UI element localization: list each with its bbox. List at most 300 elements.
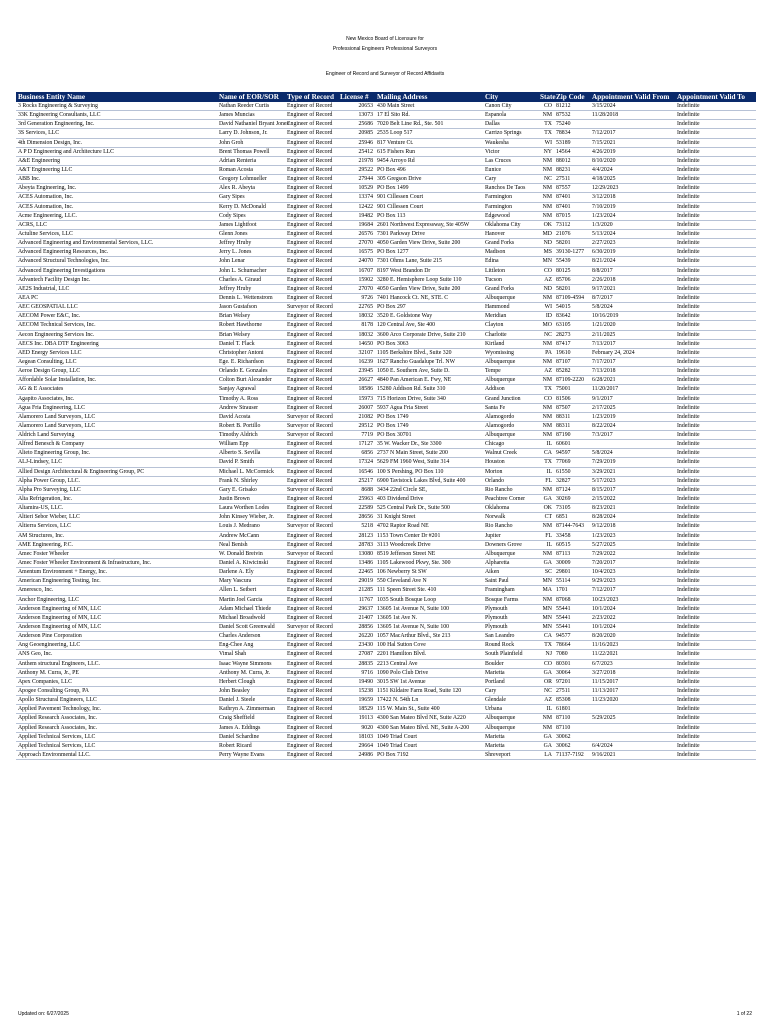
cell-business-entity: Agua Fria Engineering, LLC bbox=[16, 403, 217, 412]
cell-valid-from bbox=[590, 120, 675, 129]
col-valid-from[interactable]: Appointment Valid From bbox=[590, 92, 675, 102]
cell-eor-sor-name: Charles A. Giraud bbox=[217, 275, 285, 284]
cell-license: 26627 bbox=[338, 376, 375, 385]
cell-eor-sor-name: Ege. E. Richardson bbox=[217, 357, 285, 366]
table-row bbox=[16, 165, 756, 174]
cell-state: MA bbox=[538, 586, 554, 595]
cell-business-entity: Alamorero Land Surveyors, LLC bbox=[16, 412, 217, 421]
cell-mailing-address: PO Box 1277 bbox=[375, 248, 483, 257]
cell-eor-sor-name: Justin Brown bbox=[217, 495, 285, 504]
cell-zip: 87190 bbox=[554, 431, 590, 440]
cell-business-entity: AM Structures, Inc. bbox=[16, 531, 217, 540]
cell-state: IL bbox=[538, 467, 554, 476]
cell-business-entity: Ang Geoengineering, LLC bbox=[16, 641, 217, 650]
cell-eor-sor-name: John Lenar bbox=[217, 257, 285, 266]
table-row bbox=[16, 367, 756, 376]
cell-type-of-record: Engineer of Record bbox=[285, 202, 338, 211]
cell-valid-to: Indefinite bbox=[675, 595, 756, 604]
cell-type-of-record: Engineer of Record bbox=[285, 458, 338, 467]
cell-mailing-address: 1049 Triad Court bbox=[375, 732, 483, 741]
cell-eor-sor-name: Christopher Antoni bbox=[217, 348, 285, 357]
cell-valid-from bbox=[590, 732, 675, 741]
cell-valid-from: 5/17/2023 bbox=[590, 476, 675, 485]
cell-valid-to: Indefinite bbox=[675, 385, 756, 394]
cell-type-of-record: Engineer of Record bbox=[285, 293, 338, 302]
cell-valid-to: Indefinite bbox=[675, 586, 756, 595]
cell-valid-to: Indefinite bbox=[675, 376, 756, 385]
cell-mailing-address: PO Box 7192 bbox=[375, 750, 483, 759]
cell-valid-from: 2/17/2025 bbox=[590, 403, 675, 412]
cell-city: Grand Forks bbox=[483, 284, 538, 293]
table-row bbox=[16, 504, 756, 513]
cell-mailing-address: PO Box 1749 bbox=[375, 421, 483, 430]
cell-license: 19113 bbox=[338, 714, 375, 723]
table-row bbox=[16, 284, 756, 293]
cell-valid-from: 2/11/2025 bbox=[590, 330, 675, 339]
cell-valid-to: Indefinite bbox=[675, 339, 756, 348]
cell-valid-from: 6/30/2019 bbox=[590, 248, 675, 257]
cell-city: Albuquerque bbox=[483, 723, 538, 732]
cell-valid-to: Indefinite bbox=[675, 403, 756, 412]
cell-mailing-address: 1090 Polo Club Drive bbox=[375, 668, 483, 677]
cell-zip: 85706 bbox=[554, 275, 590, 284]
cell-mailing-address: 1057 MacArthur Blvd., Ste 213 bbox=[375, 632, 483, 641]
cell-city: Hammond bbox=[483, 303, 538, 312]
cell-valid-from: 5/13/2024 bbox=[590, 229, 675, 238]
cell-zip: 83642 bbox=[554, 312, 590, 321]
cell-valid-from: 3/27/2018 bbox=[590, 668, 675, 677]
cell-zip: 19610 bbox=[554, 348, 590, 357]
table-body bbox=[16, 102, 756, 760]
cell-valid-from: 2/15/2022 bbox=[590, 495, 675, 504]
cell-business-entity: AECS Inc. DBA DTF Engineering bbox=[16, 339, 217, 348]
cell-state: AZ bbox=[538, 696, 554, 705]
table-row bbox=[16, 613, 756, 622]
cell-type-of-record: Engineer of Record bbox=[285, 220, 338, 229]
cell-mailing-address: 615 Fishers Run bbox=[375, 147, 483, 156]
cell-zip: 28273 bbox=[554, 330, 590, 339]
cell-city: Alpharetta bbox=[483, 559, 538, 568]
cell-valid-to: Indefinite bbox=[675, 632, 756, 641]
cell-license: 7719 bbox=[338, 431, 375, 440]
cell-type-of-record: Surveyor of Record bbox=[285, 421, 338, 430]
cell-eor-sor-name: Gary Sipes bbox=[217, 193, 285, 202]
table-row bbox=[16, 750, 756, 759]
cell-valid-to: Indefinite bbox=[675, 175, 756, 184]
cell-zip: 53189 bbox=[554, 138, 590, 147]
cell-mailing-address: 2201 Hamilton Blvd. bbox=[375, 650, 483, 659]
cell-valid-to: Indefinite bbox=[675, 623, 756, 632]
cell-license: 22589 bbox=[338, 504, 375, 513]
cell-eor-sor-name: Louis J. Medrano bbox=[217, 522, 285, 531]
table-row bbox=[16, 586, 756, 595]
col-type-of-record[interactable]: Type of Record bbox=[285, 92, 338, 102]
cell-mailing-address: 106 Newberry St SW bbox=[375, 568, 483, 577]
cell-eor-sor-name: Brent Thomas Powell bbox=[217, 147, 285, 156]
table-row bbox=[16, 696, 756, 705]
cell-eor-sor-name: Jeffrey Hruby bbox=[217, 239, 285, 248]
cell-valid-from: 8/22/2024 bbox=[590, 421, 675, 430]
cell-type-of-record: Engineer of Record bbox=[285, 156, 338, 165]
cell-state: CO bbox=[538, 102, 554, 111]
cell-city: Oklahoma City bbox=[483, 220, 538, 229]
cell-city: South Plainfield bbox=[483, 650, 538, 659]
cell-license: 9726 bbox=[338, 293, 375, 302]
cell-valid-from: 7/17/2017 bbox=[590, 357, 675, 366]
cell-license: 19659 bbox=[338, 696, 375, 705]
cell-type-of-record: Engineer of Record bbox=[285, 339, 338, 348]
cell-mailing-address: 901 Cillessen Court bbox=[375, 193, 483, 202]
table-row bbox=[16, 440, 756, 449]
cell-state: NM bbox=[538, 723, 554, 732]
cell-business-entity: Apogee Consulting Group, PA bbox=[16, 687, 217, 696]
cell-state: NM bbox=[538, 376, 554, 385]
cell-eor-sor-name: Allen L. Seibert bbox=[217, 586, 285, 595]
cell-city: Marietta bbox=[483, 741, 538, 750]
cell-valid-from bbox=[590, 705, 675, 714]
cell-zip: 63105 bbox=[554, 321, 590, 330]
cell-valid-to: Indefinite bbox=[675, 577, 756, 586]
cell-mailing-address: 7301 Ohms Lane, Suite 215 bbox=[375, 257, 483, 266]
cell-eor-sor-name: Jeffrey Hruby bbox=[217, 284, 285, 293]
page-number: 1 of 22 bbox=[736, 1011, 752, 1017]
cell-license: 13073 bbox=[338, 111, 375, 120]
cell-state: GA bbox=[538, 495, 554, 504]
cell-license: 23945 bbox=[338, 367, 375, 376]
cell-valid-from: 11/13/2017 bbox=[590, 687, 675, 696]
cell-city: Waukesha bbox=[483, 138, 538, 147]
cell-valid-from: 8/20/2020 bbox=[590, 632, 675, 641]
cell-eor-sor-name: Kerry D. McDonald bbox=[217, 202, 285, 211]
cell-type-of-record: Engineer of Record bbox=[285, 284, 338, 293]
cell-state: ND bbox=[538, 239, 554, 248]
cell-business-entity: AEC GEOSPATIAL LLC bbox=[16, 303, 217, 312]
cell-type-of-record: Engineer of Record bbox=[285, 586, 338, 595]
cell-eor-sor-name: Craig Sheffield bbox=[217, 714, 285, 723]
cell-city: Farmington bbox=[483, 193, 538, 202]
cell-business-entity: ACES Automation, Inc. bbox=[16, 202, 217, 211]
cell-valid-to: Indefinite bbox=[675, 613, 756, 622]
cell-city: Jupiter bbox=[483, 531, 538, 540]
cell-zip: 87107 bbox=[554, 357, 590, 366]
cell-eor-sor-name: Timothy A. Ross bbox=[217, 394, 285, 403]
cell-business-entity: Aegean Consulting, LLC bbox=[16, 357, 217, 366]
cell-state: CO bbox=[538, 394, 554, 403]
cell-city: Las Cruces bbox=[483, 156, 538, 165]
table-row bbox=[16, 303, 756, 312]
cell-valid-to: Indefinite bbox=[675, 275, 756, 284]
cell-state: PA bbox=[538, 348, 554, 357]
cell-valid-from: 8/15/2017 bbox=[590, 485, 675, 494]
cell-type-of-record: Surveyor of Record bbox=[285, 303, 338, 312]
cell-valid-from: 7/15/2021 bbox=[590, 138, 675, 147]
table-row bbox=[16, 531, 756, 540]
cell-business-entity: Amec Foster Wheeler bbox=[16, 549, 217, 558]
cell-zip: 29801 bbox=[554, 568, 590, 577]
cell-city: Tempe bbox=[483, 367, 538, 376]
cell-state: NM bbox=[538, 549, 554, 558]
cell-business-entity: AED Energy Services LLC bbox=[16, 348, 217, 357]
cell-business-entity: Apex Companies, LLC bbox=[16, 677, 217, 686]
cell-city: Dallas bbox=[483, 120, 538, 129]
cell-type-of-record: Engineer of Record bbox=[285, 449, 338, 458]
cell-zip: 30064 bbox=[554, 668, 590, 677]
cell-state: NC bbox=[538, 330, 554, 339]
cell-city: Albuquerque bbox=[483, 376, 538, 385]
cell-valid-from: 1/23/2019 bbox=[590, 412, 675, 421]
cell-state: NM bbox=[538, 202, 554, 211]
col-zip[interactable]: Zip Code bbox=[554, 92, 590, 102]
cell-business-entity: Allied Design Architectural & Engineering Group, PC bbox=[16, 467, 217, 476]
cell-business-entity: Anthony M. Curra, Jr., PE bbox=[16, 668, 217, 677]
cell-city: Hanover bbox=[483, 229, 538, 238]
cell-business-entity: Applied Technical Services, LLC bbox=[16, 732, 217, 741]
cell-eor-sor-name: Robert Ricard bbox=[217, 741, 285, 750]
cell-valid-from: 7/29/2019 bbox=[590, 458, 675, 467]
cell-mailing-address: 4050 Garden View Drive, Suite 200 bbox=[375, 239, 483, 248]
cell-license: 17324 bbox=[338, 458, 375, 467]
cell-mailing-address: 15280 Addison Rd. Suite 310 bbox=[375, 385, 483, 394]
cell-type-of-record: Engineer of Record bbox=[285, 348, 338, 357]
cell-zip: 27511 bbox=[554, 175, 590, 184]
cell-type-of-record: Engineer of Record bbox=[285, 440, 338, 449]
cell-eor-sor-name: Daniel Schardine bbox=[217, 732, 285, 741]
table-row bbox=[16, 458, 756, 467]
col-valid-to[interactable]: Appointment Valid To bbox=[675, 92, 756, 102]
cell-valid-from: 8/10/2020 bbox=[590, 156, 675, 165]
cell-license: 18032 bbox=[338, 330, 375, 339]
cell-state: MO bbox=[538, 321, 554, 330]
cell-zip: 78834 bbox=[554, 129, 590, 138]
cell-zip: 58201 bbox=[554, 284, 590, 293]
cell-zip: 81506 bbox=[554, 394, 590, 403]
cell-mailing-address: 13605 1st Avenue N, Suite 100 bbox=[375, 604, 483, 613]
cell-license: 12422 bbox=[338, 202, 375, 211]
cell-valid-from: 9/1/2017 bbox=[590, 394, 675, 403]
cell-eor-sor-name: Eng-Chee Ang bbox=[217, 641, 285, 650]
cell-state: NM bbox=[538, 595, 554, 604]
cell-mailing-address: 901 Cillessen Court bbox=[375, 202, 483, 211]
cell-mailing-address: 7020 Belt Line Rd., Ste. 501 bbox=[375, 120, 483, 129]
cell-business-entity: Anderson Engineering of MN, LLC bbox=[16, 623, 217, 632]
cell-mailing-address: 550 Cleveland Ave N bbox=[375, 577, 483, 586]
cell-license: 6856 bbox=[338, 449, 375, 458]
table-row bbox=[16, 312, 756, 321]
cell-state: NM bbox=[538, 193, 554, 202]
cell-valid-from: 6/4/2024 bbox=[590, 741, 675, 750]
cell-zip: 87109-4594 bbox=[554, 293, 590, 302]
cell-zip: 60601 bbox=[554, 440, 590, 449]
cell-valid-from: 7/10/2019 bbox=[590, 202, 675, 211]
cell-zip: 87068 bbox=[554, 595, 590, 604]
cell-type-of-record: Engineer of Record bbox=[285, 275, 338, 284]
cell-license: 28123 bbox=[338, 531, 375, 540]
cell-state: MS bbox=[538, 248, 554, 257]
cell-eor-sor-name: Daniel T. Flack bbox=[217, 339, 285, 348]
cell-zip: 27511 bbox=[554, 687, 590, 696]
cell-eor-sor-name: Anthony M. Curra, Jr. bbox=[217, 668, 285, 677]
cell-state: OK bbox=[538, 220, 554, 229]
cell-license: 28656 bbox=[338, 513, 375, 522]
cell-license: 16239 bbox=[338, 357, 375, 366]
cell-state: GA bbox=[538, 668, 554, 677]
cell-city: Canon City bbox=[483, 102, 538, 111]
col-mailing-address[interactable]: Mailing Address bbox=[375, 92, 483, 102]
cell-city: Plymouth bbox=[483, 623, 538, 632]
cell-valid-to: Indefinite bbox=[675, 321, 756, 330]
cell-city: Santa Fe bbox=[483, 403, 538, 412]
col-business-entity[interactable]: Business Entity Name bbox=[16, 92, 217, 102]
cell-license: 10529 bbox=[338, 184, 375, 193]
cell-valid-to: Indefinite bbox=[675, 156, 756, 165]
cell-zip: 7080 bbox=[554, 650, 590, 659]
cell-valid-to: Indefinite bbox=[675, 394, 756, 403]
cell-license: 18586 bbox=[338, 385, 375, 394]
table-row bbox=[16, 705, 756, 714]
cell-type-of-record: Engineer of Record bbox=[285, 357, 338, 366]
cell-license: 13486 bbox=[338, 559, 375, 568]
cell-state: NM bbox=[538, 421, 554, 430]
cell-city: Morton bbox=[483, 467, 538, 476]
cell-city: Albuquerque bbox=[483, 714, 538, 723]
board-name-line1: New Mexico Board of Licensure for bbox=[346, 36, 424, 42]
cell-valid-from: 2/27/2023 bbox=[590, 239, 675, 248]
cell-state: TX bbox=[538, 641, 554, 650]
cell-type-of-record: Engineer of Record bbox=[285, 229, 338, 238]
table-row bbox=[16, 129, 756, 138]
cell-business-entity: Approach Environmental LLC. bbox=[16, 750, 217, 759]
table-row bbox=[16, 677, 756, 686]
cell-city: Grand Junction bbox=[483, 394, 538, 403]
table-row bbox=[16, 623, 756, 632]
cell-zip: 30009 bbox=[554, 559, 590, 568]
cell-type-of-record: Surveyor of Record bbox=[285, 623, 338, 632]
cell-valid-from: 7/13/2018 bbox=[590, 367, 675, 376]
cell-zip: 55439 bbox=[554, 257, 590, 266]
table-row bbox=[16, 293, 756, 302]
cell-mailing-address: 9454 Arroyo Rd bbox=[375, 156, 483, 165]
cell-eor-sor-name: Gary E. Grisako bbox=[217, 485, 285, 494]
cell-city: Peachtree Corner bbox=[483, 495, 538, 504]
cell-license: 25217 bbox=[338, 476, 375, 485]
cell-zip: 87532 bbox=[554, 111, 590, 120]
cell-city: Cary bbox=[483, 175, 538, 184]
cell-business-entity: 3 Rocks Engineering & Surveying bbox=[16, 102, 217, 111]
cell-zip: 88311 bbox=[554, 412, 590, 421]
cell-type-of-record: Engineer of Record bbox=[285, 495, 338, 504]
cell-mailing-address: 120 Central Ave, Ste 400 bbox=[375, 321, 483, 330]
cell-eor-sor-name: Alex R. Abeyta bbox=[217, 184, 285, 193]
cell-license: 16575 bbox=[338, 248, 375, 257]
col-license[interactable]: License # bbox=[338, 92, 375, 102]
cell-valid-from: 12/29/2023 bbox=[590, 184, 675, 193]
table-row bbox=[16, 394, 756, 403]
col-eor-sor-name[interactable]: Name of EOR/SOR bbox=[217, 92, 285, 102]
cell-business-entity: Anthem structural Engineers, LLC. bbox=[16, 659, 217, 668]
cell-zip: 58201 bbox=[554, 239, 590, 248]
cell-type-of-record: Engineer of Record bbox=[285, 312, 338, 321]
cell-zip: 55441 bbox=[554, 604, 590, 613]
cell-eor-sor-name: Orlando E. Gonzales bbox=[217, 367, 285, 376]
cell-mailing-address: 4840 Pan American E. Fwy, NE bbox=[375, 376, 483, 385]
cell-mailing-address: 7401 Hancock Ct. NE, STE. C bbox=[375, 293, 483, 302]
table-row bbox=[16, 485, 756, 494]
cell-mailing-address: 115 W. Main St., Suite 400 bbox=[375, 705, 483, 714]
cell-business-entity: Aecon Engineering Services Inc. bbox=[16, 330, 217, 339]
cell-city: Downers Grove bbox=[483, 540, 538, 549]
col-state[interactable]: State bbox=[540, 93, 556, 101]
cell-state: MN bbox=[538, 257, 554, 266]
cell-mailing-address: PO Box 1749 bbox=[375, 412, 483, 421]
cell-mailing-address: PO Box 113 bbox=[375, 211, 483, 220]
cell-zip: 87401 bbox=[554, 193, 590, 202]
cell-valid-from: 2/26/2018 bbox=[590, 275, 675, 284]
cell-valid-from: 4/4/2024 bbox=[590, 165, 675, 174]
cell-type-of-record: Engineer of Record bbox=[285, 531, 338, 540]
cell-business-entity: Actuline Services, LLC bbox=[16, 229, 217, 238]
cell-license: 29019 bbox=[338, 577, 375, 586]
cell-business-entity: Altamira-US, LLC. bbox=[16, 504, 217, 513]
cell-valid-from: 1/23/2024 bbox=[590, 211, 675, 220]
cell-mailing-address: 2213 Central Ave bbox=[375, 659, 483, 668]
table-row bbox=[16, 239, 756, 248]
cell-state: CT bbox=[538, 513, 554, 522]
cell-type-of-record: Engineer of Record bbox=[285, 367, 338, 376]
cell-city: Glendale bbox=[483, 696, 538, 705]
cell-zip: 85282 bbox=[554, 367, 590, 376]
table-row bbox=[16, 467, 756, 476]
cell-state: SC bbox=[538, 568, 554, 577]
table-row bbox=[16, 120, 756, 129]
cell-zip: 30269 bbox=[554, 495, 590, 504]
cell-mailing-address: PO Box 297 bbox=[375, 303, 483, 312]
cell-eor-sor-name: David Nathaniel Bryant Jones bbox=[219, 121, 289, 128]
cell-zip: 14564 bbox=[554, 147, 590, 156]
cell-zip: 87110 bbox=[554, 723, 590, 732]
cell-business-entity: Advanced Structural Technologies, Inc. bbox=[16, 257, 217, 266]
cell-type-of-record: Engineer of Record bbox=[285, 687, 338, 696]
cell-state: NM bbox=[538, 403, 554, 412]
cell-valid-to: Indefinite bbox=[675, 476, 756, 485]
cell-type-of-record: Engineer of Record bbox=[285, 184, 338, 193]
cell-zip: 80125 bbox=[554, 266, 590, 275]
cell-eor-sor-name: Colton Burt Alexander bbox=[217, 376, 285, 385]
cell-business-entity: Apollo Structural Engineers, LLC bbox=[16, 696, 217, 705]
cell-type-of-record: Engineer of Record bbox=[285, 147, 338, 156]
cell-business-entity: AECOM Technical Services, Inc. bbox=[16, 321, 217, 330]
cell-city: Carrizo Springs bbox=[483, 129, 538, 138]
cell-state: NM bbox=[538, 714, 554, 723]
cell-license: 21407 bbox=[338, 613, 375, 622]
cell-business-entity: ABB Inc. bbox=[16, 175, 217, 184]
cell-valid-from: 10/1/2024 bbox=[590, 623, 675, 632]
table-row bbox=[16, 330, 756, 339]
cell-license: 29512 bbox=[338, 421, 375, 430]
cell-business-entity: Aeroe Design Group, LLC bbox=[16, 367, 217, 376]
cell-license: 20653 bbox=[338, 102, 375, 111]
cell-business-entity: American Engineering Testing, Inc. bbox=[16, 577, 217, 586]
cell-city: Framingham bbox=[483, 586, 538, 595]
col-city[interactable]: City bbox=[483, 92, 538, 102]
cell-business-entity: Alfred Benesch & Company bbox=[16, 440, 217, 449]
table-row bbox=[16, 111, 756, 120]
table-row bbox=[16, 431, 756, 440]
cell-type-of-record: Engineer of Record bbox=[285, 650, 338, 659]
table-row bbox=[16, 339, 756, 348]
cell-type-of-record: Engineer of Record bbox=[285, 540, 338, 549]
cell-zip: 87109-2220 bbox=[554, 376, 590, 385]
table-row bbox=[16, 559, 756, 568]
